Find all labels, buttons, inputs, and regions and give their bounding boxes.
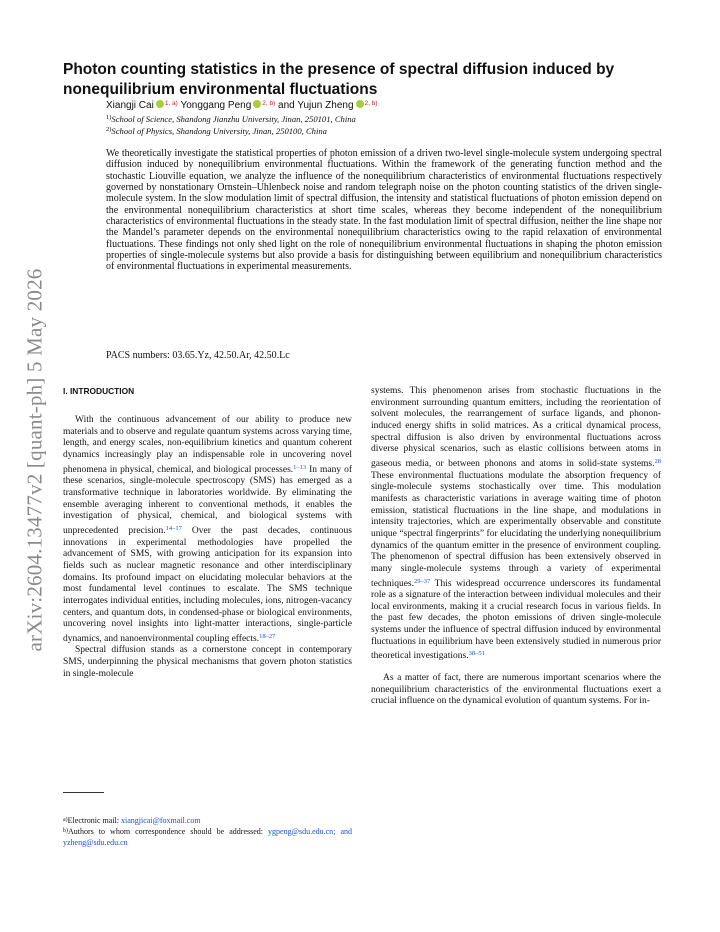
email-link[interactable]: ygpeng@sdu.edu.cn [268,827,334,836]
author-separator: and [275,100,298,111]
right-column [371,386,661,708]
citation-link[interactable]: 38–51 [468,650,485,658]
footnote-label: Authors to whom correspondence should be addressed: [68,827,269,836]
pacs-numbers: PACS numbers: 03.65.Yz, 42.50.Ar, 42.50.Lc [106,350,290,361]
arxiv-identifier-stamp [18,250,52,670]
affiliation-mark: 1) [106,114,112,121]
left-column [63,415,352,680]
paragraph-text: In many of these scenarios, single-molecule spectroscopy (SMS) has emerged as a transformative technique in laboratories worldwide. By eliminating the ensemble averaging inherent to conventional methods, it enables the investigation of physical, chemical, and biological systems with unprecedented precision. [63,464,353,536]
orcid-icon[interactable] [356,100,364,108]
citation-link[interactable]: 29–37 [414,577,431,585]
paragraph-text: These environmental fluctuations modulate the absorption frequency of single-molecule systems stochastically over time. This modulation manifests as characteristic variations in average waiting time of photon emission, statistical fluctuations in the line shape, and modulations in intensity trajectories, which are experimentally observable and constitute unique “spectral fingerprints” for elucidating the underlying nonequilibrium dynamics of the quantum emitter in the presence of environment coupling. The phenomenon of spectral diffusion has been extensively observed in many single-molecule systems through a variety of experimental techniques. [371,470,661,589]
arxiv-identifier-text: arXiv:2604.13477v2 [quant-ph] 5 May 2026 [22,268,47,652]
author-affil-mark: 2, b) [262,100,276,107]
affiliation [106,126,666,136]
author-affil-mark: 2, b) [364,100,378,107]
paragraph-text: This widespread occurrence underscores its fundamental role as a signature of the interaction between individual molecules and their local environments, making it a crucial research focus in various fields. In the past few decades, the photon emissions of driven single-molecule systems under the influence of spectral diffusion induced by environmental fluctuations in equilibrium have been extensively studied in numerous prior theoretical investigations. [371,578,661,662]
author-name: Xiangji Cai [106,100,154,111]
footnote-label: Electronic mail: [67,816,121,825]
affiliation-text: School of Science, Shandong Jianzhu University, Jinan, 250101, China [111,114,356,124]
paragraph [63,415,352,645]
footnote-divider [63,792,104,793]
footnote-separator: ; and [333,827,352,836]
footnote-mark: b) [63,828,68,834]
paragraph [371,386,661,663]
email-link[interactable]: xiangjicai@foxmail.com [120,816,201,825]
citation-link[interactable]: 1–13 [293,463,307,471]
footnote-a [63,815,352,827]
paragraph: Spectral diffusion stands as a cornerstone concept in contemporary SMS, underpinning the physical mechanisms that govern photon statistics in single-molecule [63,645,352,679]
footnote-mark: a) [63,817,68,823]
citation-link[interactable]: 14–17 [165,524,182,532]
citation-link[interactable]: 28 [654,457,661,465]
author-list [106,100,666,111]
paragraph-text: systems. This phenomenon arises from stochastic fluctuations in the environment surrounding quantum emitters, including the reorientation of solvent molecules, the rearrangement of surface ligands, and phonon-induced energy shifts in solid matrices. As a critical dynamical process, spectral diffusion is also driven by environmental fluctuations across diverse physical scenarios, such as elastic collisions between atoms in gaseous media, or between phonons and atoms in solid-state systems. [371,386,661,469]
email-link[interactable]: yzheng@sdu.edu.cn [63,837,128,847]
affiliation-mark: 2) [106,126,112,133]
paragraph-text: Over the past decades, continuous innovations in experimental methodologies have propelled the advancement of SMS, with growing anticipation for its expansion into fields such as nuclear magnetic resonance and other interdisciplinary domains. Its profound impact on elucidating molecular behaviors at the most fundamental level continues to escalate. The SMS technique interrogates individual entities, including molecules, ions, nitrogen-vacancy centers, and quantum dots, in condensed-phase or biological environments, uncovering novel insights into light-matter interactions, single-particle dynamics, and nanoenvironmental coupling effects. [63,525,352,644]
orcid-icon[interactable] [156,100,164,108]
affiliation-text: School of Physics, Shandong University, Jinan, 250100, China [111,126,327,136]
paragraph-text: With the continuous advancement of our ability to produce new materials and to observe and regulate quantum systems across varying time, length, and energy scales, non-equilibrium kinetics and quantum coherent dynamics increasingly play an indispensable role in uncovering novel phenomena in physical, chemical, and biological processes. [63,415,352,475]
author-name: Yonggang Peng [180,100,252,111]
author-name: Yujun Zheng [297,100,354,111]
abstract: We theoretically investigate the statistical properties of photon emission of a driven two-level single-molecule system undergoing spectral diffusion induced by nonequilibrium environmental fluctuations. Within the framework of the generating function method and the stochastic Liouville equation, we analyze the influence of the nonequilibrium characteristics of environmental fluctuations respectively governed by nonstationary Ornstein–Uhlenbeck noise and random telegraph noise on the photon counting statistics of the driven single-molecule system. In the slow modulation limit of spectral diffusion, the intensity and statistical fluctuations of photon emission depend on the environmental nonequilibrium characteristics at short time scales, whereas they become independent of the nonequilibrium characteristics of environmental fluctuations in the steady state. In the fast modulation limit of spectral diffusion, neither the line shape nor the Mandel’s parameter depends on the environmental nonequilibrium characteristics owing to the rapid relaxation of environmental fluctuations. These findings not only shed light on the role of nonequilibrium environmental fluctuations in shaping the photon emission properties of single-molecule systems but also provide a basis for distinguishing between equilibrium and nonequilibrium characteristics of environmental fluctuations in experimental measurements. [106,148,662,273]
footnote-b [63,826,352,848]
paper-title: Photon counting statistics in the presence of spectral diffusion induced by nonequilibrium environmental fluctuations [63,61,615,98]
author-affil-mark: 1, a) [164,100,178,107]
orcid-icon[interactable] [253,100,261,108]
citation-link[interactable]: 18–27 [259,632,276,640]
affiliation [106,114,666,124]
paragraph: As a matter of fact, there are numerous important scenarios where the nonequilibrium characteristics of the environmental fluctuations exert a crucial influence on the dynamical evolution of quantum systems. For in- [371,673,661,707]
section-heading-introduction: I. INTRODUCTION [63,386,135,396]
